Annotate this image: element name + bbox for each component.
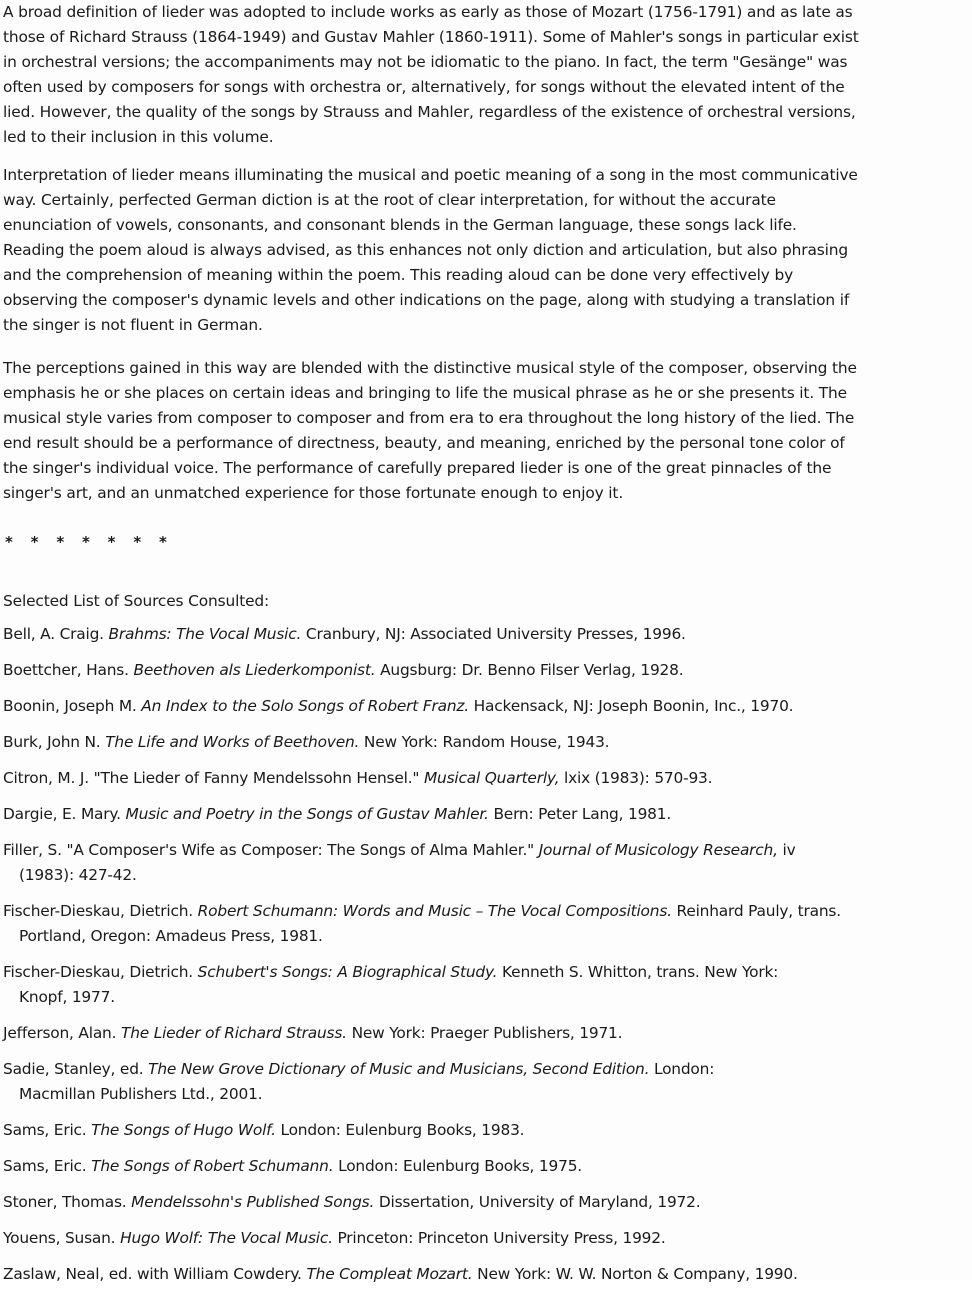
bibliography-entry — [3, 1154, 971, 1190]
text-line: observing the composer's dynamic levels and other indications on the page, along with studying a translation if — [3, 291, 850, 309]
entry-continuation-line: (1983): 427-42. — [19, 866, 137, 884]
entry-continuation-line: Macmillan Publishers Ltd., 2001. — [19, 1085, 263, 1103]
text-line: A broad definition of lieder was adopted to include works as early as those of Mozart (1756-1791) and as late as — [3, 3, 853, 21]
entry-title: The Life and Works of Beethoven. — [105, 733, 360, 751]
interpretation-paragraph — [3, 163, 971, 338]
bibliography-entry — [3, 802, 971, 838]
perceptions-paragraph — [3, 356, 971, 506]
text-line: emphasis he or she places on certain ideas and bringing to life the musical phrase as he or she presents it. The — [3, 384, 847, 402]
text-line: led to their inclusion in this volume. — [3, 128, 274, 146]
intro-paragraph-scope — [3, 0, 971, 150]
entry-line: Zaslaw, Neal, ed. with William Cowdery. The Compleat Mozart. New York: W. W. Norton & Company, 1990. — [3, 1265, 798, 1283]
entry-title: An Index to the Solo Songs of Robert Franz. — [141, 697, 469, 715]
entry-continuation-line: Knopf, 1977. — [19, 988, 115, 1006]
sources-heading: Selected List of Sources Consulted: — [3, 592, 270, 610]
text-line: end result should be a performance of directness, beauty, and meaning, enriched by the personal tone color of — [3, 434, 845, 452]
entry-line: Sadie, Stanley, ed. The New Grove Dictionary of Music and Musicians, Second Edition. London: — [3, 1060, 715, 1078]
entry-title: The Songs of Hugo Wolf. — [91, 1121, 276, 1139]
entry-title: Musical Quarterly, — [423, 769, 560, 787]
bibliography-entry — [3, 1262, 971, 1298]
entry-title: The Songs of Robert Schumann. — [91, 1157, 334, 1175]
entry-title: Journal of Musicology Research, — [538, 841, 778, 859]
text-line: the singer is not fluent in German. — [3, 316, 263, 334]
entry-title: Mendelssohn's Published Songs. — [131, 1193, 375, 1211]
bibliography-entry — [3, 1118, 971, 1154]
entry-title: Brahms: The Vocal Music. — [108, 625, 302, 643]
text-line: way. Certainly, perfected German diction is at the root of clear interpretation, for without the accurate — [3, 191, 776, 209]
text-line: lied. However, the quality of the songs by Strauss and Mahler, regardless of the existence of orchestral versions, — [3, 103, 856, 121]
bibliography-entry — [3, 960, 971, 1021]
bibliography-entry — [3, 1190, 971, 1226]
entry-line: Filler, S. "A Composer's Wife as Composer: The Songs of Alma Mahler." Journal of Musicology Research, iv — [3, 841, 796, 859]
text-line: enunciation of vowels, consonants, and consonant blends in the German language, these songs lack life. — [3, 216, 797, 234]
entry-line: Jefferson, Alan. The Lieder of Richard Strauss. New York: Praeger Publishers, 1971. — [3, 1024, 623, 1042]
text-line: Reading the poem aloud is always advised, as this enhances not only diction and articulation, but also phrasing — [3, 241, 848, 259]
entry-title: Music and Poetry in the Songs of Gustav Mahler. — [125, 805, 489, 823]
bibliography-entry — [3, 1021, 971, 1057]
bibliography-entry — [3, 838, 971, 899]
text-line: The perceptions gained in this way are blended with the distinctive musical style of the composer, observing the — [3, 359, 857, 377]
entry-title: The Compleat Mozart. — [306, 1265, 473, 1283]
text-line: in orchestral versions; the accompaniments may not be idiomatic to the piano. In fact, the term "Gesänge" was — [3, 53, 848, 71]
text-line: the singer's individual voice. The performance of carefully prepared lieder is one of the great pinnacles of the — [3, 459, 832, 477]
entry-title: The Lieder of Richard Strauss. — [121, 1024, 347, 1042]
entry-line: Fischer-Dieskau, Dietrich. Robert Schumann: Words and Music – The Vocal Compositions. Reinhard Pauly, trans. — [3, 902, 841, 920]
bibliography-list — [3, 622, 971, 1298]
text-line: those of Richard Strauss (1864-1949) and Gustav Mahler (1860-1911). Some of Mahler's songs in particular exist — [3, 28, 859, 46]
bibliography-entry — [3, 622, 971, 658]
entry-line: Boettcher, Hans. Beethoven als Liederkomponist. Augsburg: Dr. Benno Filser Verlag, 1928. — [3, 661, 684, 679]
text-line: and the comprehension of meaning within the poem. This reading aloud can be done very effectively by — [3, 266, 794, 284]
entry-line: Sams, Eric. The Songs of Robert Schumann. London: Eulenburg Books, 1975. — [3, 1157, 582, 1175]
entry-title: Robert Schumann: Words and Music – The Vocal Compositions. — [197, 902, 672, 920]
entry-line: Sams, Eric. The Songs of Hugo Wolf. London: Eulenburg Books, 1983. — [3, 1121, 525, 1139]
text-line: musical style varies from composer to composer and from era to era throughout the long history of the lied. The — [3, 409, 855, 427]
entry-line: Youens, Susan. Hugo Wolf: The Vocal Music. Princeton: Princeton University Press, 1992. — [3, 1229, 666, 1247]
bibliography-entry — [3, 694, 971, 730]
bibliography-entry — [3, 658, 971, 694]
entry-line: Fischer-Dieskau, Dietrich. Schubert's Songs: A Biographical Study. Kenneth S. Whitton, trans. New York: — [3, 963, 779, 981]
entry-line: Burk, John N. The Life and Works of Beethoven. New York: Random House, 1943. — [3, 733, 610, 751]
bibliography-entry — [3, 1057, 971, 1118]
entry-line: Citron, M. J. "The Lieder of Fanny Mendelssohn Hensel." Musical Quarterly, lxix (1983): 570-93. — [3, 769, 713, 787]
text-line: often used by composers for songs with orchestra or, alternatively, for songs without the elevated intent of the — [3, 78, 845, 96]
entry-line: Boonin, Joseph M. An Index to the Solo Songs of Robert Franz. Hackensack, NJ: Joseph Boonin, Inc., 1970. — [3, 697, 794, 715]
bibliography-entry — [3, 730, 971, 766]
entry-line: Dargie, E. Mary. Music and Poetry in the Songs of Gustav Mahler. Bern: Peter Lang, 1981. — [3, 805, 672, 823]
entry-title: Hugo Wolf: The Vocal Music. — [120, 1229, 333, 1247]
entry-continuation-line: Portland, Oregon: Amadeus Press, 1981. — [19, 927, 323, 945]
entry-line: Stoner, Thomas. Mendelssohn's Published Songs. Dissertation, University of Maryland, 1972. — [3, 1193, 701, 1211]
entry-line: Bell, A. Craig. Brahms: The Vocal Music. Cranbury, NJ: Associated University Presses, 1996. — [3, 625, 686, 643]
bibliography-entry — [3, 1226, 971, 1262]
text-line: Interpretation of lieder means illuminating the musical and poetic meaning of a song in the most communicative — [3, 166, 858, 184]
bibliography-entry — [3, 766, 971, 802]
bibliography-entry — [3, 899, 971, 960]
text-line: singer's art, and an unmatched experience for those fortunate enough to enjoy it. — [3, 484, 624, 502]
section-separator: * * * * * * * — [5, 533, 174, 551]
entry-title: Schubert's Songs: A Biographical Study. — [197, 963, 498, 981]
entry-title: The New Grove Dictionary of Music and Musicians, Second Edition. — [148, 1060, 650, 1078]
entry-title: Beethoven als Liederkomponist. — [133, 661, 376, 679]
